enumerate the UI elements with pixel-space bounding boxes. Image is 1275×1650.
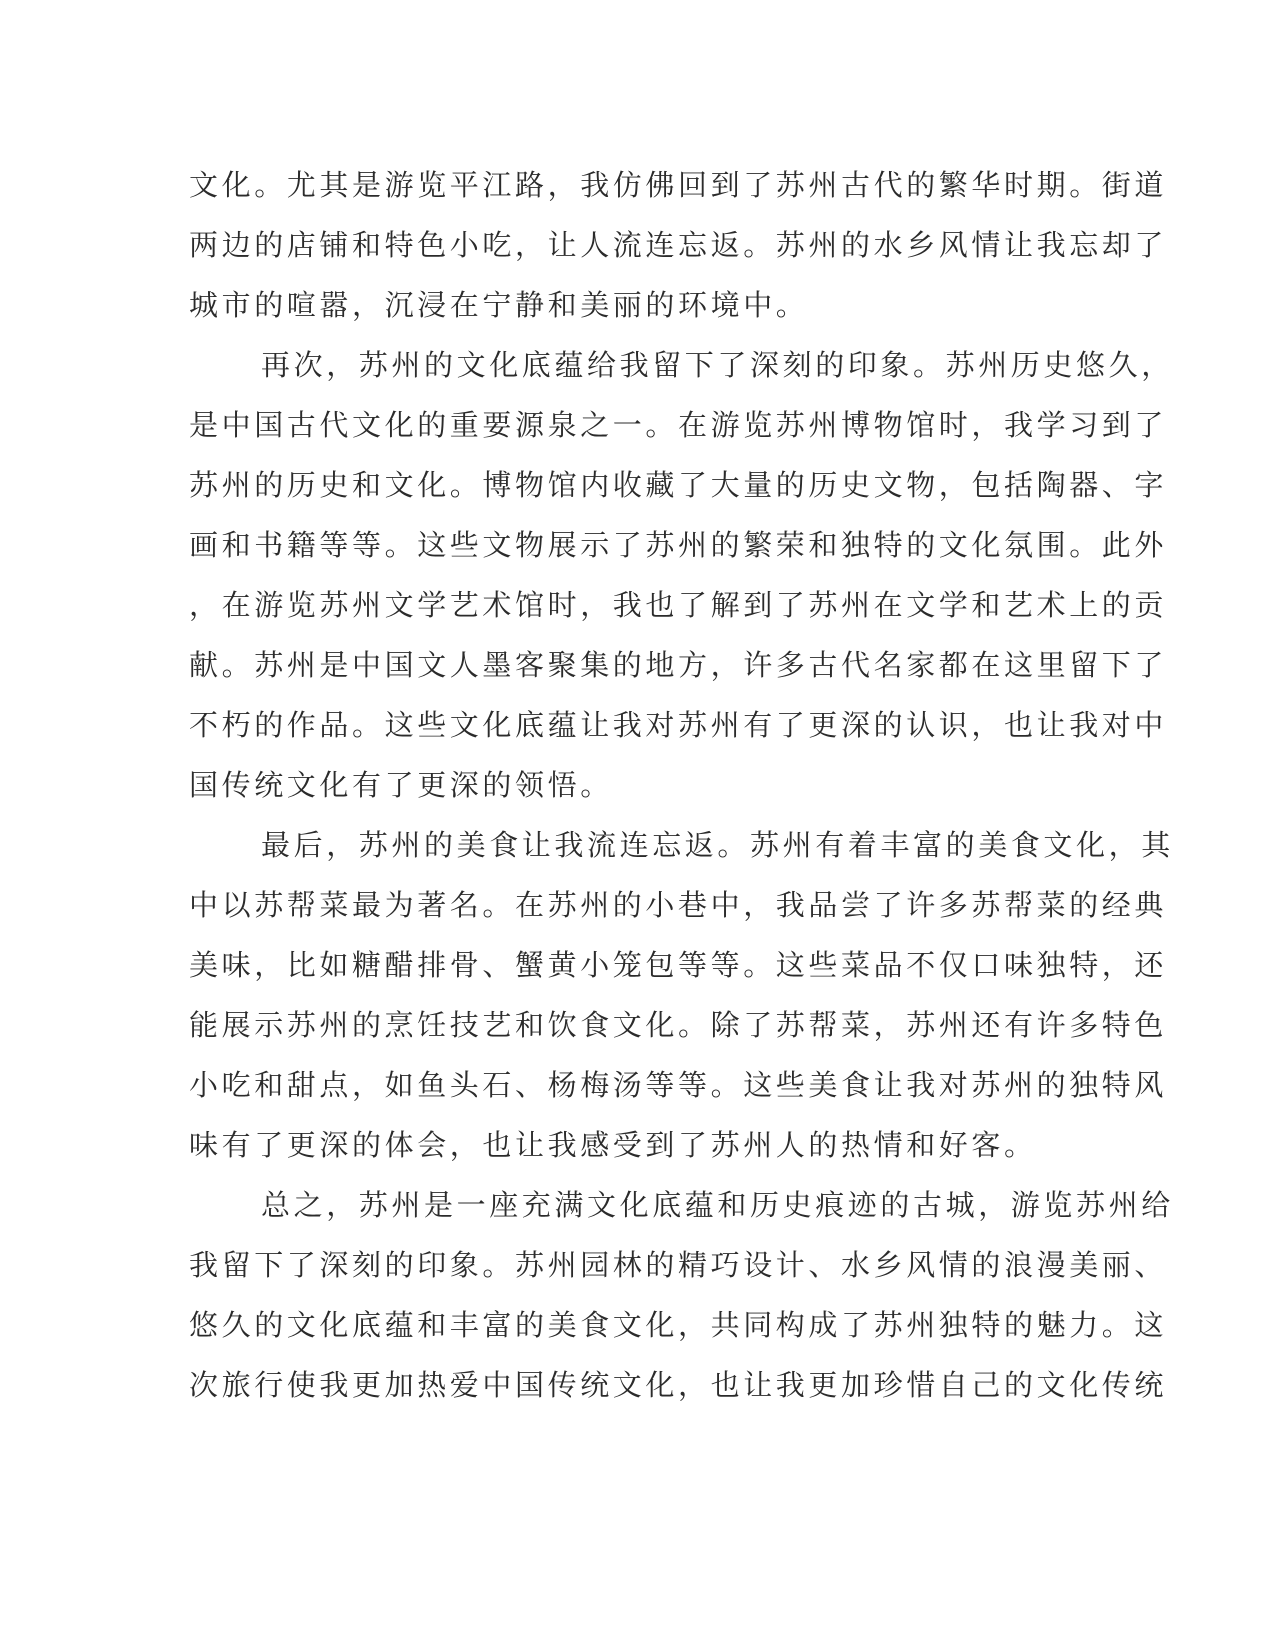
paragraph-food	[189, 815, 1174, 1175]
text-line: 美味，比如糖醋排骨、蟹黄小笼包等等。这些菜品不仅口味独特，还	[189, 948, 1168, 982]
text-line: 中以苏帮菜最为著名。在苏州的小巷中，我品尝了许多苏帮菜的经典	[189, 888, 1168, 922]
text-line: 悠久的文化底蕴和丰富的美食文化，共同构成了苏州独特的魅力。这	[189, 1308, 1168, 1342]
text-line: 城市的喧嚣，沉浸在宁静和美丽的环境中。	[189, 288, 809, 322]
text-line: 国传统文化有了更深的领悟。	[189, 768, 613, 802]
text-line: 是中国古代文化的重要源泉之一。在游览苏州博物馆时，我学习到了	[189, 408, 1168, 442]
text-line: 小吃和甜点，如鱼头石、杨梅汤等等。这些美食让我对苏州的独特风	[189, 1068, 1168, 1102]
text-line: ，在游览苏州文学艺术馆时，我也了解到了苏州在文学和艺术上的贡	[189, 588, 1168, 622]
text-line: 不朽的作品。这些文化底蕴让我对苏州有了更深的认识，也让我对中	[189, 708, 1168, 742]
text-line: 苏州的历史和文化。博物馆内收藏了大量的历史文物，包括陶器、字	[189, 468, 1168, 502]
text-line: 献。苏州是中国文人墨客聚集的地方，许多古代名家都在这里留下了	[189, 648, 1168, 682]
text-line: 画和书籍等等。这些文物展示了苏州的繁荣和独特的文化氛围。此外	[189, 528, 1168, 562]
text-line: 总之，苏州是一座充满文化底蕴和历史痕迹的古城，游览苏州给	[261, 1188, 1174, 1222]
text-line: 最后，苏州的美食让我流连忘返。苏州有着丰富的美食文化，其	[261, 828, 1174, 862]
text-line: 能展示苏州的烹饪技艺和饮食文化。除了苏帮菜，苏州还有许多特色	[189, 1008, 1168, 1042]
text-line: 再次，苏州的文化底蕴给我留下了深刻的印象。苏州历史悠久，	[261, 348, 1174, 382]
paragraph-continued	[189, 155, 1168, 335]
document-body	[189, 155, 1174, 1415]
paragraph-conclusion	[189, 1175, 1174, 1415]
paragraph-culture	[189, 335, 1174, 815]
text-line: 我留下了深刻的印象。苏州园林的精巧设计、水乡风情的浪漫美丽、	[189, 1248, 1168, 1282]
text-line: 两边的店铺和特色小吃，让人流连忘返。苏州的水乡风情让我忘却了	[189, 228, 1168, 262]
text-line: 次旅行使我更加热爱中国传统文化，也让我更加珍惜自己的文化传统	[189, 1368, 1168, 1402]
text-line: 文化。尤其是游览平江路，我仿佛回到了苏州古代的繁华时期。街道	[189, 168, 1168, 202]
text-line: 味有了更深的体会，也让我感受到了苏州人的热情和好客。	[189, 1128, 1037, 1162]
